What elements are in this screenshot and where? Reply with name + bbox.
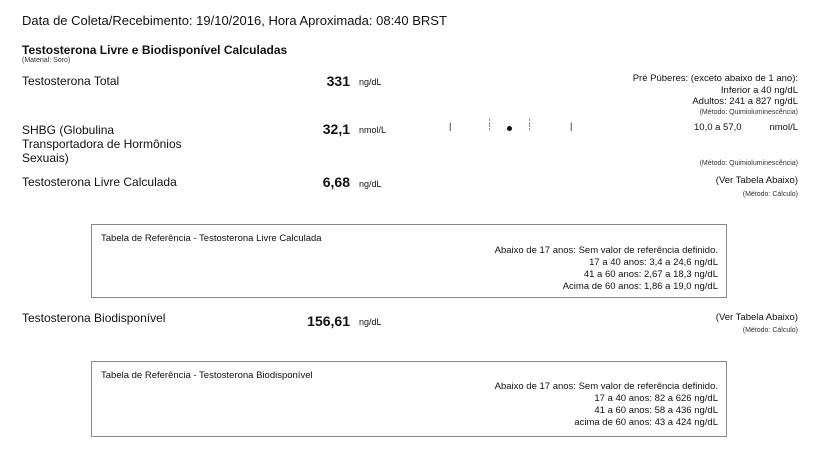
collection-date-header: Data de Coleta/Recebimento: 19/10/2016, Hora Aproximada: 08:40 BRST [22, 13, 447, 28]
reference-table-bioavailable [91, 361, 727, 437]
free-testosterone-reference: (Ver Tabela Abaixo) [715, 175, 798, 186]
bioavailable-testosterone-unit: ng/dL [359, 317, 382, 327]
bioavailable-testosterone-reference: (Ver Tabela Abaixo) [715, 312, 798, 323]
ref-line: Pré Púberes: (exceto abaixo de 1 ano): [632, 73, 798, 84]
reference-line: Abaixo de 17 anos: Sem valor de referência definido. [494, 381, 718, 392]
reference-line: Acima de 60 anos: 1,86 a 19,0 ng/dL [562, 281, 718, 292]
reference-line: Abaixo de 17 anos: Sem valor de referência definido. [494, 245, 718, 256]
free-testosterone-method: (Método: Cálculo) [742, 191, 798, 198]
range-low-tick-icon: ¦ ¦ [489, 119, 491, 131]
material-label: (Material: Soro) [22, 57, 71, 64]
shbg-value: 32,1 [322, 121, 350, 137]
free-testosterone-value: 6,68 [322, 174, 350, 190]
shbg-reference-range: 10,0 a 57,0 [694, 122, 742, 133]
bioavailable-testosterone-value: 156,61 [307, 313, 350, 329]
total-testosterone-name: Testosterona Total [22, 74, 120, 88]
ref-line: Adultos: 241 a 827 ng/dL [692, 96, 798, 107]
reference-table-free-title: Tabela de Referência - Testosterona Livre Calculada [101, 233, 322, 244]
shbg-unit: nmol/L [359, 125, 387, 135]
reference-line: 17 a 40 anos: 3,4 a 24,6 ng/dL [589, 257, 718, 268]
range-bar-right-mark: | [570, 121, 573, 131]
result-marker-icon [507, 126, 512, 131]
bioavailable-testosterone-method: (Método: Cálculo) [742, 327, 798, 334]
reference-line: acima de 60 anos: 43 a 424 ng/dL [574, 417, 718, 428]
range-bar-left-mark: | [449, 121, 452, 131]
total-testosterone-method: (Método: Quimioluminescência) [699, 109, 798, 116]
total-testosterone-unit: ng/dL [359, 77, 382, 87]
reference-line: 41 a 60 anos: 2,67 a 18,3 ng/dL [583, 269, 718, 280]
shbg-name-line: Sexuais) [22, 151, 69, 165]
reference-line: 41 a 60 anos: 58 a 436 ng/dL [594, 405, 718, 416]
range-high-tick-icon: ¦ ¦ [529, 119, 531, 131]
ref-line: Inferior a 40 ng/dL [720, 84, 798, 96]
shbg-name-line: SHBG (Globulina [22, 123, 115, 137]
shbg-name-line: Transportadora de Hormônios [22, 137, 182, 151]
total-testosterone-value: 331 [326, 73, 350, 89]
free-testosterone-name: Testosterona Livre Calculada [22, 175, 177, 189]
reference-table-bioavailable-lines [495, 381, 718, 429]
reference-table-free [91, 224, 727, 298]
shbg-reference-unit: nmol/L [769, 122, 798, 133]
total-testosterone-reference [633, 73, 798, 108]
bioavailable-testosterone-name: Testosterona Biodisponível [22, 311, 166, 325]
reference-table-free-lines [495, 245, 718, 293]
reference-table-bioavailable-title: Tabela de Referência - Testosterona Biodisponível [101, 370, 313, 381]
reference-line: 17 a 40 anos: 82 a 626 ng/dL [594, 393, 718, 404]
section-title: Testosterona Livre e Biodisponível Calculadas [22, 43, 288, 57]
free-testosterone-unit: ng/dL [359, 179, 382, 189]
shbg-method: (Método: Quimioluminescência) [699, 160, 798, 167]
shbg-name [22, 123, 182, 165]
